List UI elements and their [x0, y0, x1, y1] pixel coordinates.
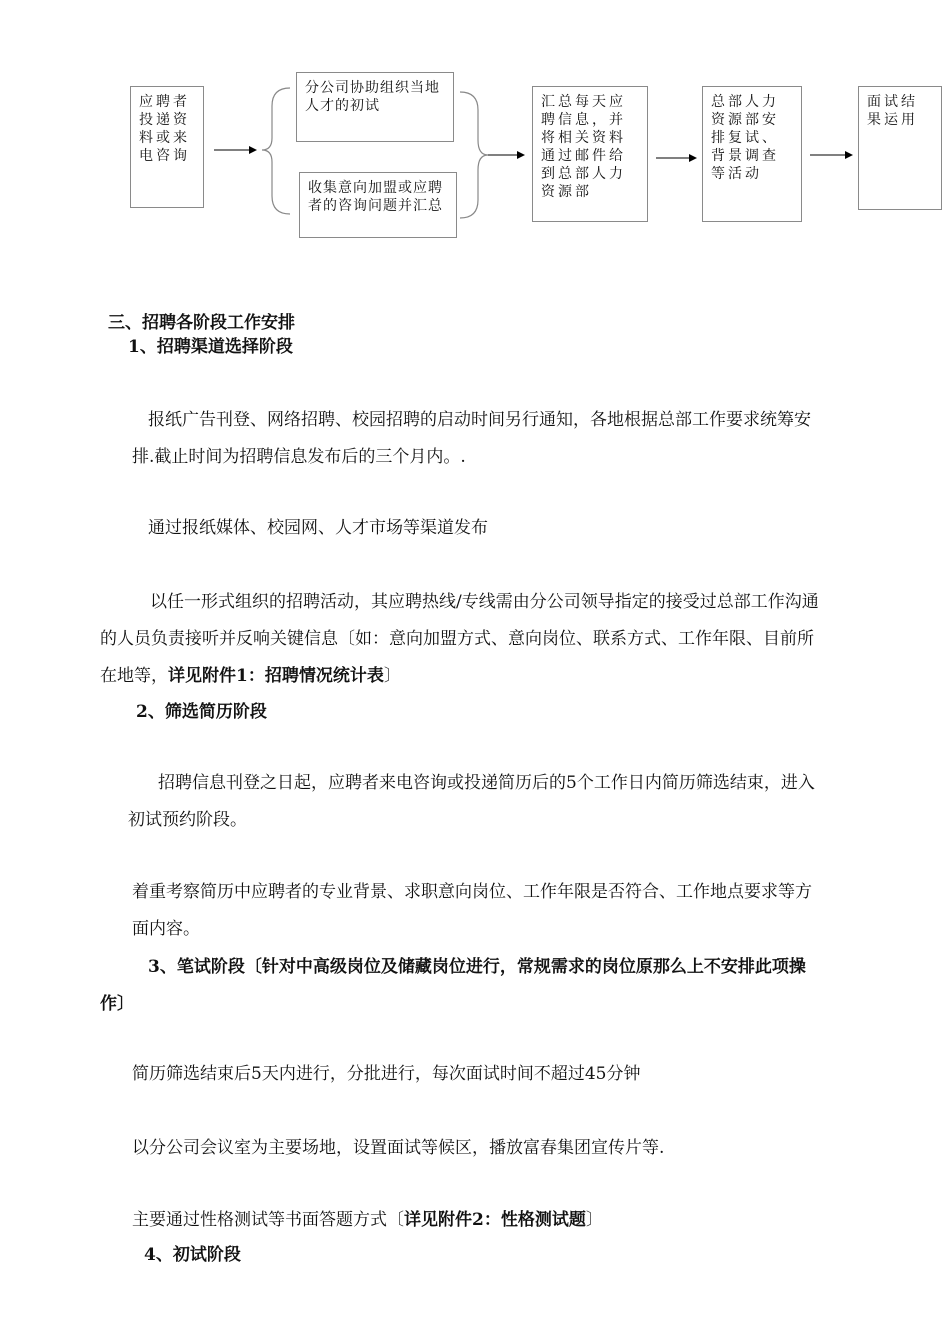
s1-paragraph-2: 通过报纸媒体、校园网、人才市场等渠道发布	[148, 518, 488, 538]
s2-paragraph-2-line-1: 着重考察简历中应聘者的专业背景、求职意向岗位、工作年限是否符合、工作地点要求等方	[132, 882, 812, 902]
s3-p3-text: 主要通过性格测试等书面答题方式〔	[132, 1210, 404, 1230]
s1-p3-text: 在地等，	[100, 666, 168, 686]
s1-p3-close: 〕	[383, 666, 401, 686]
s3-paragraph-2: 以分公司会议室为主要场地，设置面试等候区，播放富春集团宣传片等.	[132, 1138, 665, 1158]
s2-paragraph-2-line-2: 面内容。	[132, 919, 200, 939]
right-brace	[460, 92, 488, 218]
left-brace	[262, 88, 290, 214]
s3-paragraph-1: 简历筛选结束后5天内进行，分批进行，每次面试时间不超过45分钟	[132, 1064, 641, 1084]
attachment-1-reference: 详见附件1：招聘情况统计表	[168, 666, 384, 686]
s1-paragraph-1-line-1: 报纸广告刊登、网络招聘、校园招聘的启动时间另行通知，各地根据总部工作要求统筹安	[148, 410, 811, 430]
s1-paragraph-3-line-3	[100, 658, 401, 694]
subsection-3-title-line-1: 3、笔试阶段〔针对中高级岗位及储藏岗位进行，常规需求的岗位原那么上不安排此项操	[148, 957, 806, 977]
s1-paragraph-3-line-1: 以任一形式组织的招聘活动，其应聘热线/专线需由分公司领导指定的接受过总部工作沟通	[150, 592, 819, 612]
s2-paragraph-1-line-1: 招聘信息刊登之日起，应聘者来电咨询或投递简历后的5个工作日内简历筛选结束，进入	[158, 773, 815, 793]
flow-box-applicant: 应聘者投递资料或来电咨询	[130, 86, 204, 208]
flow-box-collect-questions: 收集意向加盟或应聘者的咨询问题并汇总	[299, 172, 457, 238]
subsection-3-title-line-2: 作〕	[100, 994, 134, 1014]
subsection-1-title: 1、招聘渠道选择阶段	[128, 337, 293, 357]
section-title: 三、招聘各阶段工作安排	[108, 313, 295, 333]
subsection-2-title: 2、筛选简历阶段	[136, 702, 267, 722]
s1-paragraph-1-line-2: 排.截止时间为招聘信息发布后的三个月内。.	[132, 447, 466, 467]
flow-box-summary-to-hq: 汇总每天应聘信息，并将相关资料通过邮件给到总部人力资源部	[532, 86, 648, 222]
flow-box-result-usage: 面试结果运用	[858, 86, 942, 210]
s3-p3-close: 〕	[585, 1210, 603, 1230]
s3-paragraph-3	[132, 1202, 603, 1238]
flow-box-branch-initial-interview: 分公司协助组织当地人才的初试	[296, 72, 454, 142]
s1-paragraph-3-line-2: 的人员负责接听并反响关键信息〔如：意向加盟方式、意向岗位、联系方式、工作年限、目前所	[100, 629, 814, 649]
flow-box-hq-reinterview: 总部人力资源部安排复试、背景调查等活动	[702, 86, 802, 222]
attachment-2-reference: 详见附件2：性格测试题	[404, 1210, 586, 1230]
s2-paragraph-1-line-2: 初试预约阶段。	[128, 810, 247, 830]
subsection-4-title: 4、初试阶段	[144, 1245, 241, 1265]
